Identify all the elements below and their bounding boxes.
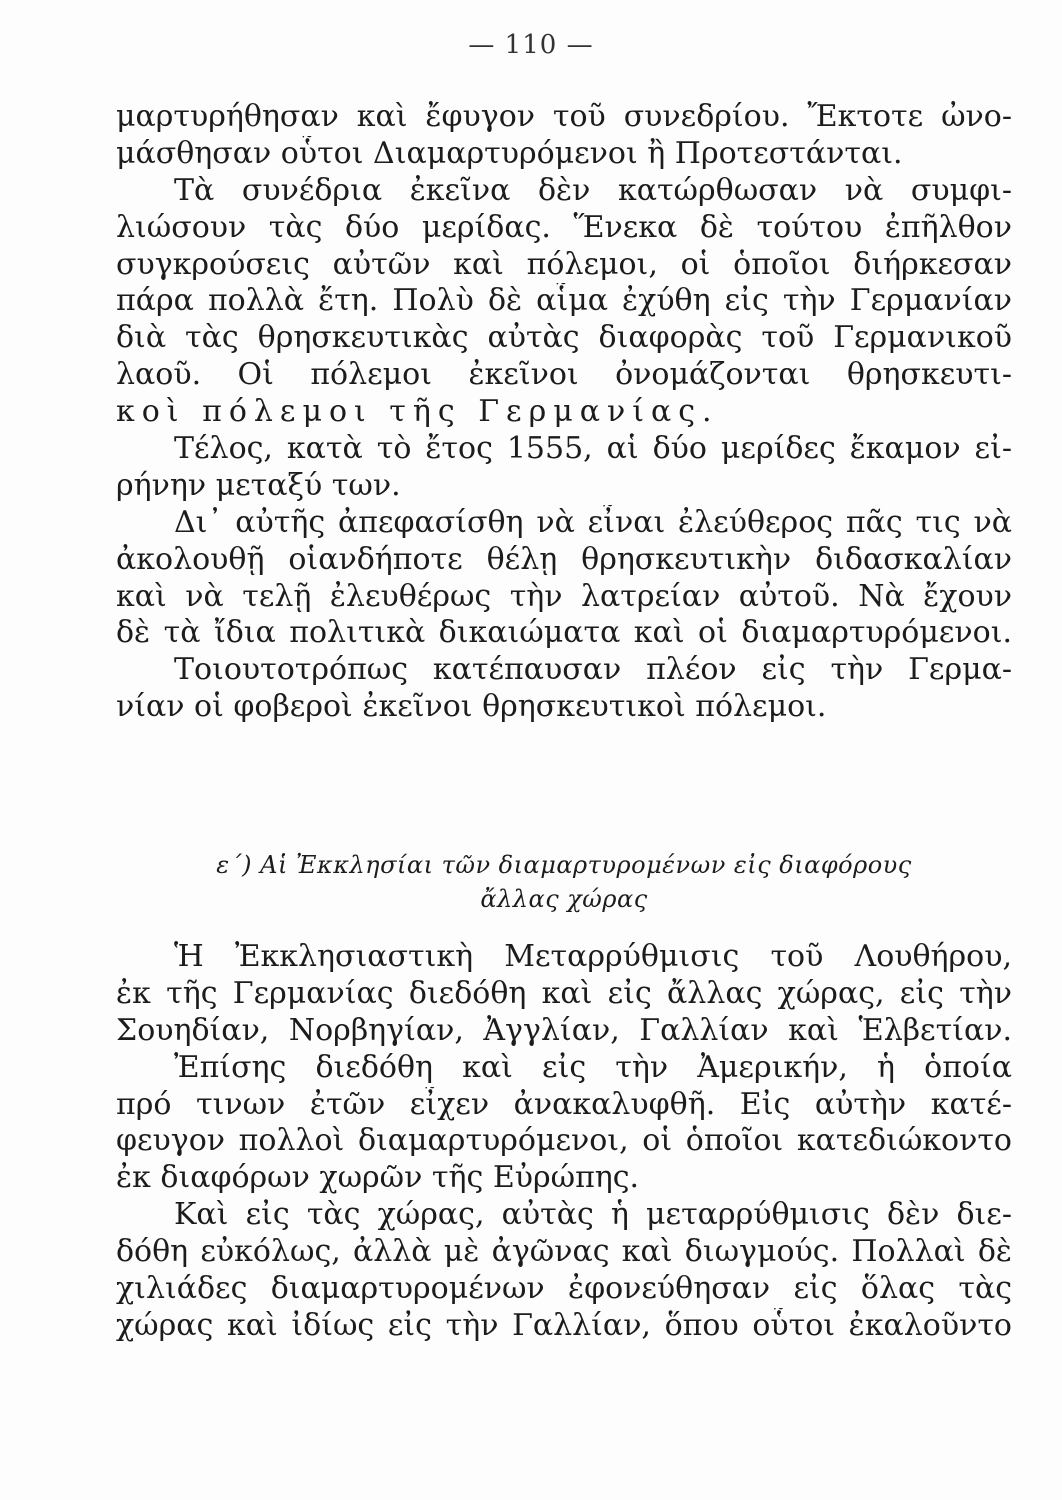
text-line: Τοιουτοτρόπως κατέπαυσαν πλέον εἰς τὴν Γερμα- bbox=[174, 652, 1012, 688]
text-line: Δι᾿ αὐτῆς ἀπεφασίσθη νὰ εἶναι ἐλεύθερος πᾶς τις νὰ bbox=[174, 504, 1012, 540]
text-line: χιλιάδες διαμαρτυρομένων ἐφονεύθησαν εἰς ὅλας τὰς bbox=[116, 1271, 1012, 1307]
text-line: καὶ νὰ τελῇ ἐλευθέρως τὴν λατρείαν αὐτοῦ. Νὰ ἔχουν bbox=[116, 578, 1012, 614]
text-line: Σουηδίαν, Νορβηγίαν, Ἀγγλίαν, Γαλλίαν καὶ Ἑλβετίαν. bbox=[116, 1012, 1012, 1048]
text-line: πάρα πολλὰ ἔτη. Πολὺ δὲ αἷμα ἐχύθη εἰς τὴν Γερμανίαν bbox=[116, 283, 1012, 319]
text-line: χώρας καὶ ἰδίως εἰς τὴν Γαλλίαν, ὅπου οὗτοι ἐκαλοῦντο bbox=[116, 1307, 1012, 1343]
text-line: κοὶ πόλεμοι τῆς Γερμανίας. bbox=[116, 394, 719, 430]
page-number: — 110 — bbox=[468, 30, 594, 60]
text-line: Καὶ εἰς τὰς χώρας, αὐτὰς ἡ μεταρρύθμισις δὲν διε- bbox=[174, 1197, 1012, 1233]
text-line: φευγον πολλοὶ διαμαρτυρόμενοι, οἱ ὁποῖοι κατεδιώκοντο bbox=[116, 1123, 1012, 1159]
text-line: ἐκ τῆς Γερμανίας διεδόθη καὶ εἰς ἄλλας χώρας, εἰς τὴν bbox=[116, 975, 1012, 1011]
text-line: Τὰ συνέδρια ἐκεῖνα δὲν κατώρθωσαν νὰ συμφι- bbox=[174, 172, 1012, 208]
text-line: Ἐπίσης διεδόθη καὶ εἰς τὴν Ἀμερικήν, ἡ ὁποία bbox=[174, 1049, 1012, 1085]
section-heading-line-2: ἄλλας χώρας bbox=[480, 885, 648, 913]
text-line: συγκρούσεις αὐτῶν καὶ πόλεμοι, οἱ ὁποῖοι διήρκεσαν bbox=[116, 246, 1012, 282]
text-line: ρήνην μεταξύ των. bbox=[116, 467, 401, 503]
text-line: Τέλος, κατὰ τὸ ἔτος 1555, αἱ δύο μερίδες ἔκαμον εἰ- bbox=[174, 431, 1012, 467]
text-line: νίαν οἱ φοβεροὶ ἐκεῖνοι θρησκευτικοὶ πόλεμοι. bbox=[116, 689, 827, 725]
text-line: διὰ τὰς θρησκευτικὰς αὐτὰς διαφορὰς τοῦ Γερμανικοῦ bbox=[116, 320, 1012, 356]
text-line: μάσθησαν οὗτοι Διαμαρτυρόμενοι ἢ Προτεστάνται. bbox=[116, 135, 903, 171]
text-line: δόθη εὐκόλως, ἀλλὰ μὲ ἀγῶνας καὶ διωγμούς. Πολλαὶ δὲ bbox=[116, 1234, 1012, 1270]
text-line: πρό τινων ἐτῶν εἶχεν ἀνακαλυφθῆ. Εἰς αὐτὴν κατέ- bbox=[116, 1086, 1012, 1122]
text-line: μαρτυρήθησαν καὶ ἔφυγον τοῦ συνεδρίου. Ἔκτοτε ὠνο- bbox=[116, 99, 1012, 134]
text-line: λιώσουν τὰς δύο μερίδας. Ἕνεκα δὲ τούτου ἐπῆλθον bbox=[116, 209, 1012, 245]
text-line: ἐκ διαφόρων χωρῶν τῆς Εὐρώπης. bbox=[116, 1160, 640, 1196]
text-block-top bbox=[116, 99, 1012, 726]
text-line: Ἡ Ἐκκλησιαστικὴ Μεταρρύθμισις τοῦ Λουθήρου, bbox=[174, 939, 1012, 974]
text-block-bottom bbox=[116, 939, 1012, 1345]
text-line: λαοῦ. Οἱ πόλεμοι ἐκεῖνοι ὀνομάζονται θρησκευτι- bbox=[116, 357, 1012, 393]
text-line: ἀκολουθῇ οἱανδήποτε θέλῃ θρησκευτικὴν διδασκαλίαν bbox=[116, 541, 1012, 577]
section-heading-line-1: ε´) Αἱ Ἐκκλησίαι τῶν διαμαρτυρομένων εἰς διαφόρους bbox=[216, 851, 912, 879]
text-line: δὲ τὰ ἴδια πολιτικὰ δικαιώματα καὶ οἱ διαμαρτυρόμενοι. bbox=[116, 615, 1012, 651]
